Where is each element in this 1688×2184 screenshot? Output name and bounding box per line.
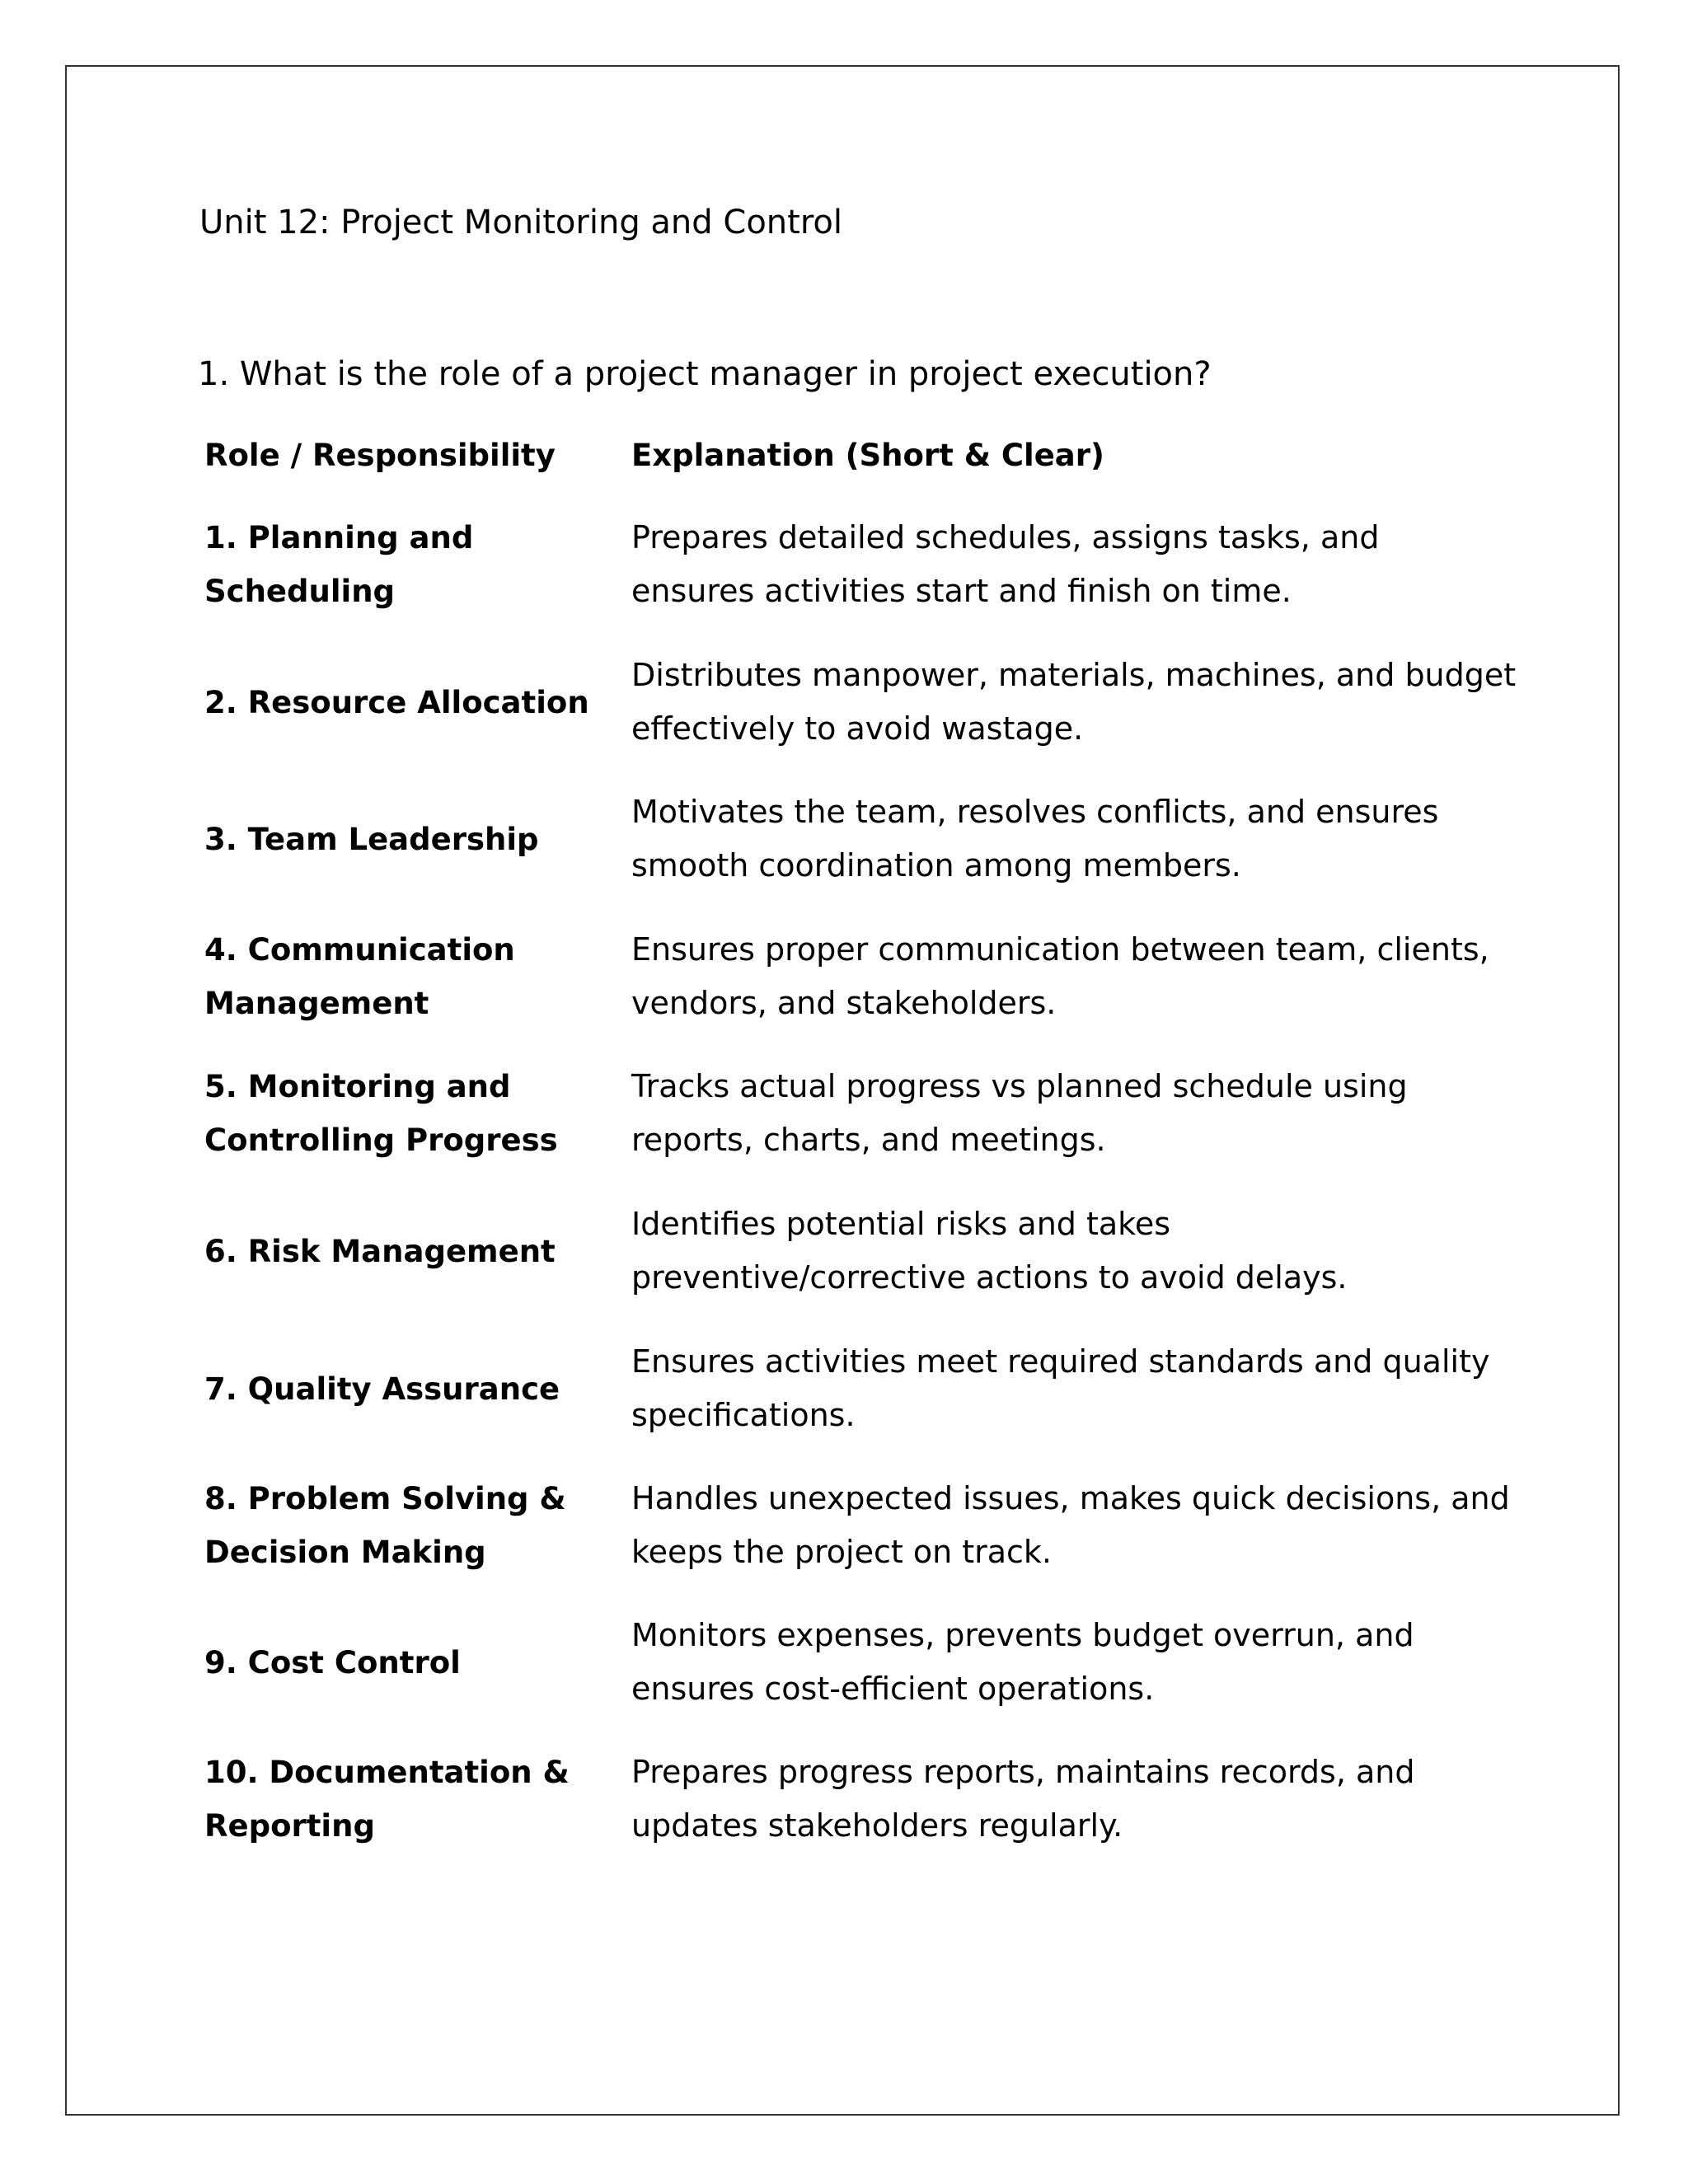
role-line: 4. Communication — [204, 932, 515, 968]
role-line: 10. Documentation & — [204, 1755, 570, 1790]
explanation-line: ensures activities start and finish on time. — [631, 573, 1292, 609]
role-cell — [204, 1225, 617, 1278]
role-line: Controlling Progress — [204, 1122, 558, 1158]
role-line: 2. Resource Allocation — [204, 685, 589, 720]
role-cell — [204, 923, 617, 1030]
explanation-line: Tracks actual progress vs planned schedule using — [631, 1068, 1408, 1104]
explanation-line: Ensures activities meet required standards and quality — [631, 1343, 1490, 1380]
explanation-line: Motivates the team, resolves conflicts, and ensures — [631, 794, 1439, 830]
explanation-cell — [631, 923, 1522, 1030]
role-cell — [204, 676, 617, 729]
explanation-cell — [631, 1609, 1522, 1716]
role-line: 5. Monitoring and — [204, 1069, 511, 1104]
role-cell — [204, 1746, 617, 1853]
explanation-cell — [631, 1472, 1522, 1579]
explanation-line: smooth coordination among members. — [631, 847, 1241, 883]
role-line: 6. Risk Management — [204, 1234, 556, 1269]
explanation-cell — [631, 511, 1522, 618]
explanation-line: reports, charts, and meetings. — [631, 1122, 1106, 1158]
explanation-cell — [631, 1746, 1522, 1853]
question-heading: 1. What is the role of a project manager in project execution? — [198, 355, 1212, 393]
role-line: Reporting — [204, 1808, 375, 1844]
explanation-line: Handles unexpected issues, makes quick decisions, and — [631, 1480, 1510, 1516]
role-cell — [204, 1060, 617, 1167]
explanation-cell — [631, 785, 1522, 893]
role-line: 9. Cost Control — [204, 1645, 461, 1680]
role-cell — [204, 1362, 617, 1416]
header-role: Role / Responsibility — [204, 438, 556, 473]
explanation-line: specifications. — [631, 1397, 856, 1433]
explanation-line: Prepares progress reports, maintains records, and — [631, 1754, 1415, 1790]
role-line: 3. Team Leadership — [204, 822, 539, 857]
explanation-line: keeps the project on track. — [631, 1534, 1053, 1570]
role-line: Management — [204, 986, 429, 1021]
explanation-line: Prepares detailed schedules, assigns tasks, and — [631, 519, 1380, 555]
document-title: Unit 12: Project Monitoring and Control — [199, 204, 842, 241]
explanation-line: Distributes manpower, materials, machines, and budget — [631, 657, 1517, 693]
explanation-line: vendors, and stakeholders. — [631, 985, 1057, 1021]
explanation-line: ensures cost-efficient operations. — [631, 1671, 1155, 1707]
role-line: 7. Quality Assurance — [204, 1371, 560, 1407]
role-line: Scheduling — [204, 574, 396, 609]
role-line: 8. Problem Solving & — [204, 1481, 566, 1516]
role-cell — [204, 1636, 617, 1690]
explanation-line: updates stakeholders regularly. — [631, 1807, 1123, 1844]
role-line: Decision Making — [204, 1535, 486, 1570]
explanation-line: Identifies potential risks and takes — [631, 1206, 1170, 1242]
header-explanation: Explanation (Short & Clear) — [631, 438, 1104, 473]
explanation-line: preventive/corrective actions to avoid delays. — [631, 1259, 1348, 1296]
explanation-cell — [631, 1197, 1522, 1305]
explanation-line: Monitors expenses, prevents budget overrun, and — [631, 1617, 1414, 1653]
role-cell — [204, 1472, 617, 1579]
explanation-line: Ensures proper communication between team, clients, — [631, 931, 1489, 968]
role-line: 1. Planning and — [204, 520, 474, 555]
explanation-line: effectively to avoid wastage. — [631, 710, 1084, 747]
explanation-cell — [631, 1335, 1522, 1442]
explanation-cell — [631, 649, 1522, 756]
role-cell — [204, 813, 617, 866]
role-cell — [204, 511, 617, 618]
explanation-cell — [631, 1060, 1522, 1167]
